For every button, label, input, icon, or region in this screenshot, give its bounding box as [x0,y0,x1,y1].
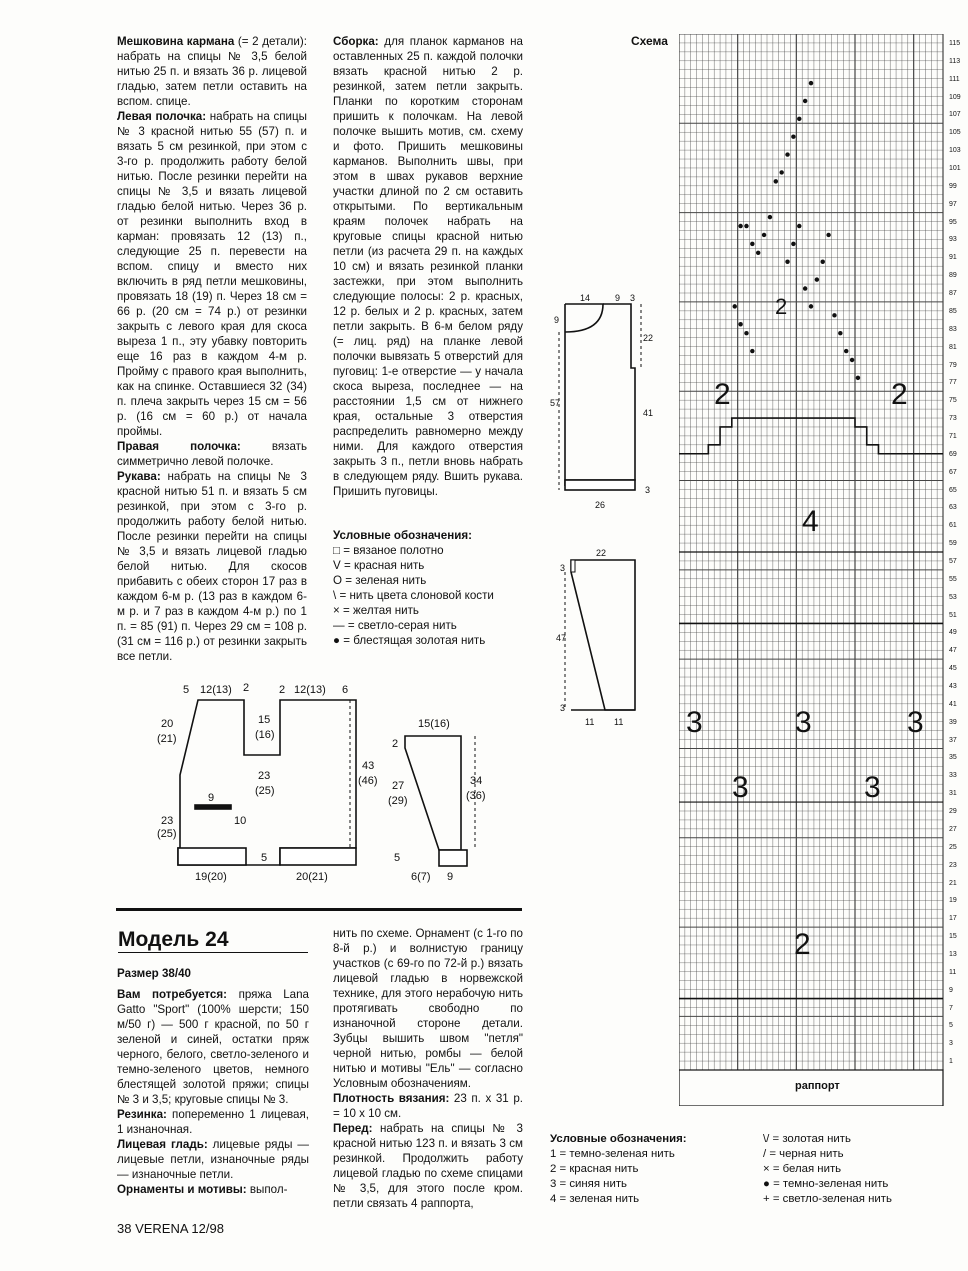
legend-2-item: × = белая нить [763,1163,842,1175]
row-number: 97 [949,200,957,208]
legend-1-item: O = зеленая нить [333,574,427,587]
chart-dot [797,117,801,121]
row-number: 109 [949,93,961,101]
dim-label: 19(20) [195,871,227,883]
row-number: 75 [949,397,957,405]
legend-1-item: ● = блестящая золотая нить [333,634,486,647]
text-column-2: Сборка: для планок карманов на оставленных 25 п. каждой полочки вязать красной нитью 2 р. резинкой, затем петли закрыть. Планки по коротким сторонам пришить к полочкам. На левой полочке вышить мотив, см. схему и фото. Пришить мешковины карманов. Выполнить швы, при этом в швах рукавов верхние участки длиной по 2 см оставить открытыми. По вертикальным краям полочек набрать на круговые спицы красной нитью петли (из расчета 29 п. на каждых 10 см) и вязать резинкой планки застежки, при этом выполнить следующие полосы: 2 р. красных, 12 р. белых и 2 р. красных, затем петли закрыть. В 6-м белом ряду (= лиц. ряд) на планке левой полочки вывязать 5 отверстий для пуговиц: 1-е отверстие — у начала скоса выреза, последнее — на расстоянии 1,5 см от нижнего края, остальные 3 отверстия распределить равномерно между ними. Для каждого отверстия закрыть 3 п., петли вновь набрать в следующем ряду. Вшить рукава. Пришить пуговицы. [333,35,523,498]
chart-dot [832,313,836,317]
dim-label: 12(13) [294,684,326,696]
dim-label: 2 [279,684,286,696]
legend-1-item: □ = вязаное полотно [333,544,444,557]
row-number: 63 [949,504,957,512]
dim-label: 34 [470,775,483,787]
dim-label: 23 [161,815,174,827]
dim-label: 15(16) [418,718,450,730]
row-number: 65 [949,486,957,494]
row-number: 91 [949,254,957,262]
legend-2-title: Условные обозначения: [550,1133,687,1145]
dim-label: 14 [580,293,591,303]
zone-label: 3 [864,771,881,804]
zone-label: 3 [795,706,812,739]
dim-label: 23 [258,770,271,782]
left-front-heading: Левая полочка: [117,110,207,123]
chart-dot [791,242,795,246]
dim-label: (16) [255,729,275,741]
chart-dot [738,322,742,326]
chart-dot [750,242,754,246]
zone-label: 2 [794,928,811,961]
dim-label: 2 [243,682,250,694]
row-number: 39 [949,718,957,726]
row-number: 83 [949,325,957,333]
chart-dot [768,215,772,219]
chart-dot [838,331,842,335]
row-number: 35 [949,754,957,762]
row-number: 51 [949,611,957,619]
sleeve-schematic-right [555,550,645,730]
row-number: 47 [949,647,957,655]
row-number: 31 [949,790,957,798]
legend-2-item: 2 = красная нить [550,1163,639,1175]
title-underline [118,952,308,953]
row-number: 19 [949,897,957,905]
row-number: 79 [949,361,957,369]
dim-label: 3 [630,293,636,303]
chart-dot [844,349,848,353]
row-number: 61 [949,522,957,530]
legend-2-item: + = светло-зеленая нить [763,1193,892,1205]
dim-label: 9 [554,315,560,325]
row-number: 27 [949,825,957,833]
row-number: 21 [949,879,957,887]
row-number: 81 [949,343,957,351]
footer: 38 VERENA 12/98 [117,1221,224,1236]
dim-label: 5 [261,852,268,864]
dim-label: (36) [466,790,486,802]
dim-label: 9 [615,293,621,303]
dim-label: 12(13) [200,684,232,696]
row-number: 59 [949,540,957,548]
row-number: 101 [949,165,961,173]
dim-label: 15 [258,714,271,726]
dim-label: 22 [643,333,654,343]
model-title: Модель 24 [118,928,229,951]
row-number: 43 [949,683,957,691]
dim-label: 3 [560,703,566,713]
chart-dot [791,134,795,138]
dim-label: 6(7) [411,871,431,883]
row-number: 73 [949,415,957,423]
row-number: 49 [949,629,957,637]
dim-label: (21) [157,733,177,745]
chart-dot [733,304,737,308]
row-number: 55 [949,575,957,583]
dim-label: 57 [550,398,561,408]
dim-label: (29) [388,795,408,807]
row-number: 53 [949,593,957,601]
legend-2-item: 3 = синяя нить [550,1178,627,1190]
legend-1-item: \ = нить цвета слоновой кости [333,589,494,602]
dim-label: 20(21) [296,871,328,883]
row-number: 9 [949,986,953,994]
dim-label: 47 [556,633,567,643]
row-number: 85 [949,307,957,315]
row-number: 87 [949,290,957,298]
dim-label: (25) [255,785,275,797]
chart-dot [815,277,819,281]
legend-2-item: ● = темно-зеленая нить [763,1178,889,1190]
row-number: 1 [949,1058,953,1066]
model-column-2: нить по схеме. Орнамент (с 1-го по 8-й р.) и волнистую границу участков (с 69-го по 72-й р.) вязать лицевой гладью в норвежской технике, для этого нерабочую нить протягивать свободно по изнаночной стороне детали. Зубцы вышить швом "петля" черной нитью, ромбы — белой нитью и мотивы "Ель" — согласно Условным обозначениям. Плотность вязания: 23 п. x 31 р. = 10 x 10 см. Перед: набрать на спицы № 3 красной нитью 123 п. и вязать 3 см резинкой. Продолжить работу лицевой гладью по схеме спицами № 3,5, для этого после кром. петли связать 4 раппорта, [333,927,523,1210]
row-number: 37 [949,736,957,744]
dim-label: 22 [596,548,607,558]
dim-label: 11 [614,717,624,727]
dim-label: 27 [392,780,405,792]
zone-label: 3 [686,706,703,739]
chart-dot [774,179,778,183]
legend-1 [333,528,533,648]
zone-label: 3 [732,771,749,804]
chart-dot [856,376,860,380]
legend-2-item: / = черная нить [763,1148,844,1160]
row-number: 3 [949,1040,953,1048]
chart-dot [785,260,789,264]
dim-label: 2 [392,738,399,750]
chart-dot [750,349,754,353]
chart-dot [809,81,813,85]
row-number: 111 [949,75,960,83]
row-number: 93 [949,236,957,244]
zone-label: 2 [891,378,908,411]
chart-dot [826,233,830,237]
section-divider [116,908,522,911]
dim-label: 43 [362,760,375,772]
row-number: 89 [949,272,957,280]
row-number: 11 [949,968,957,976]
text-column-1: Мешковина кармана (= 2 детали): набрать на спицы № 3,5 белой нитью 25 п. и вязать 36 р. лицевой гладью, затем петли оставить на вспом. спице. Левая полочка: набрать на спицы № 3 красной нитью 55 (57) п. и вязать 5 см резинкой, при этом с 3-го р. продолжить работу белой нитью. После резинки перейти на спицы № 3,5 и вязать лицевой гладью белой нитью. Через 36 р. от резинки выполнить вход в карман: провязать 12 (13) п., следующие 25 п. перевести на вспом. спицу и вместо них включить в ряд петли мешковины, провязать 18 (19) п. Через 18 см = 66 р. (20 см = 74 р.) от резинки закрыть с левого края для скоса выреза 1 п., эту убавку повторить еще 16 раз в каждом 4-м р. Пройму с правого края выполнить, как на спинке. Оставшиеся 32 (34) п. плеча закрыть через 15 см = 56 р. (16 см = 60 р.) от начала проймы. Правая полочка: вязать симметрично левой полочке. Рукава: набрать на спицы № 3 красной нитью 51 п. и вязать 5 см резинкой, при этом с 3-го р. продолжить работу белой нитью. После резинки перейти на спицы № 3,5 и вязать лицевой гладью белой нитью. Для скосов прибавить с обеих сторон 17 раз в каждом 6-м р. (13 раз в каждом 6-м р. и 7 раз в каждом 4-м р.) по 1 п. = 85 (91) п. Через 29 см = 108 р. (31 см = 116 р.) от резинки закрыть все петли. [117,35,307,663]
row-number: 67 [949,468,957,476]
row-number: 115 [949,40,961,47]
chart-dot [756,251,760,255]
row-number: 29 [949,808,957,816]
chart-dot [821,260,825,264]
legend-2-right [763,1132,892,1207]
row-number: 95 [949,218,957,226]
row-number: 33 [949,772,957,780]
row-number: 77 [949,379,957,387]
dim-label: 9 [447,871,454,883]
zone-label: 3 [907,706,924,739]
zone-label: 4 [802,505,819,538]
row-number: 17 [949,915,957,923]
row-number: 5 [949,1022,953,1030]
chart-dot [809,304,813,308]
row-number: 107 [949,111,961,119]
row-number: 7 [949,1004,953,1012]
dim-label: 9 [208,792,215,804]
pocket-lining-heading: Мешковина кармана [117,35,235,48]
model-column-1: Размер 38/40 Вам потребуется: пряжа Lana Gatto "Sport" (100% шерсти; 150 м/50 г) — 500 г красной, по 50 г зеленой и синей, остатки пряж черного, белого, светло-зеленого и темно-зеленого цветов, немного блестящей золотой пряжи; спицы № 3 и 3,5; круговые спицы № 3. Резинка: попеременно 1 лицевая, 1 изнаночная. Лицевая гладь: лицевые ряды — лицевые петли, изнаночные ряды — изнаночные петли. Орнаменты и мотивы: выпол- [117,967,310,1196]
dim-label: 10 [234,815,247,827]
knitting-chart [679,34,947,1106]
legend-1-item: V = красная нить [333,559,425,572]
row-number: 71 [949,432,957,440]
legend-2-item: 1 = темно-зеленая нить [550,1148,675,1160]
chart-dot [738,224,742,228]
dim-label: 26 [595,500,606,510]
row-number: 99 [949,182,957,190]
legend-2-left [550,1132,687,1207]
row-number: 69 [949,450,957,458]
row-number: 57 [949,558,957,565]
row-number: 13 [949,950,957,958]
chart-dot [779,170,783,174]
chart-dot [803,286,807,290]
row-number: 41 [949,700,957,708]
row-number: 25 [949,843,957,851]
row-number: 23 [949,861,957,869]
legend-1-title: Условные обозначения: [333,529,472,542]
dim-label: 20 [161,718,174,730]
row-number: 103 [949,147,961,155]
dim-label: (25) [157,828,177,840]
front-schematic [545,290,665,515]
chart-dot [744,331,748,335]
legend-1-item: — = светло-серая нить [333,619,457,632]
row-number: 113 [949,57,961,65]
chart-dot [744,224,748,228]
legend-2-item: \/ = золотая нить [763,1133,851,1145]
zone-label: 2 [775,294,788,319]
dim-label: (46) [358,775,378,787]
row-number: 105 [949,129,961,137]
dim-label: 3 [645,485,651,495]
legend-1-item: × = желтая нить [333,604,419,617]
dim-label: 5 [394,852,401,864]
chart-dot [785,152,789,156]
chart-dot [797,224,801,228]
zone-label: 2 [714,378,731,411]
chart-title: Схема [631,34,668,48]
chart-dot [803,99,807,103]
dim-label: 6 [342,684,349,696]
dim-label: 41 [643,408,654,418]
size-label: Размер 38/40 [117,967,191,980]
chart-dot [850,358,854,362]
dim-label: 5 [183,684,190,696]
row-number: 45 [949,665,957,673]
row-number: 15 [949,933,957,941]
right-front-heading: Правая полочка: [117,440,241,453]
rapport-label: раппорт [795,1080,840,1092]
chart-dot [762,233,766,237]
legend-2-item: 4 = зеленая нить [550,1193,640,1205]
sleeves-heading: Рукава: [117,470,161,483]
dim-label: 3 [560,563,566,573]
assembly-heading: Сборка: [333,35,379,48]
dim-label: 11 [585,717,595,727]
